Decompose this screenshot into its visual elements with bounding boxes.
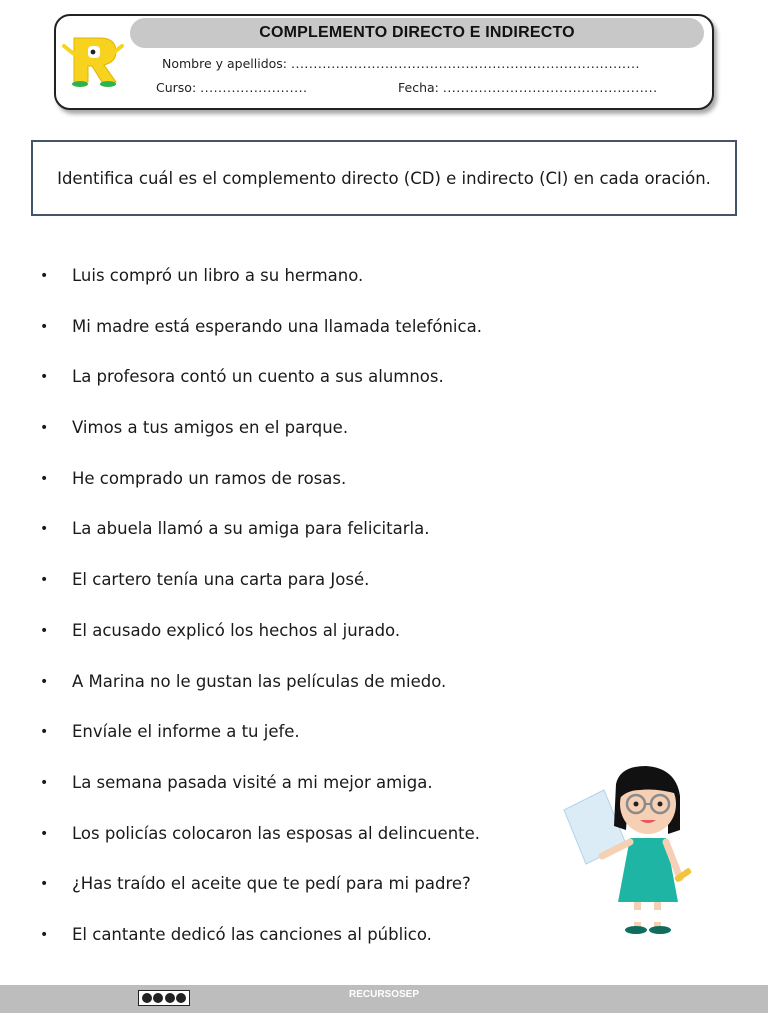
list-item — [40, 923, 482, 974]
sentence-text: El acusado explicó los hechos al jurado. — [72, 620, 401, 640]
sentence-text: Los policías colocaron las esposas al delincuente. — [72, 823, 481, 843]
bullet: • — [40, 774, 49, 791]
bullet: • — [40, 369, 49, 386]
footer-bar — [0, 985, 768, 1013]
name-field[interactable] — [162, 56, 640, 71]
sentence-text: Luis compró un libro a su hermano. — [72, 266, 364, 285]
footer-brand: RECURSOSEP — [348, 989, 419, 1000]
name-label: Nombre y apellidos: — [162, 56, 288, 71]
bullet: • — [40, 268, 49, 284]
date-field[interactable] — [398, 80, 658, 95]
bullet: • — [40, 420, 49, 437]
bullet: • — [40, 318, 49, 335]
list-item — [40, 619, 482, 670]
sentence-text: Vimos a tus amigos en el parque. — [72, 418, 349, 438]
bullet: • — [40, 926, 49, 943]
sentence-text: ¿Has traído el aceite que te pedí para mi padre? — [72, 874, 471, 894]
list-item — [40, 365, 482, 416]
sentence-text: El cartero tenía una carta para José. — [72, 570, 370, 590]
date-dots: ................................................ — [442, 80, 658, 95]
instruction-text: Identifica cuál es el complemento directo (CD) e indirecto (CI) en cada oración. — [57, 168, 711, 188]
list-item — [40, 416, 482, 467]
course-label: Curso: — [156, 80, 197, 95]
worksheet-title: COMPLEMENTO DIRECTO E INDIRECTO — [259, 24, 575, 41]
list-item — [40, 771, 482, 822]
letter-r-mascot-logo — [60, 32, 126, 88]
bullet: • — [40, 572, 49, 589]
sentence-text: La profesora contó un cuento a sus alumnos. — [72, 367, 444, 387]
bullet: • — [40, 622, 49, 639]
bullet: • — [40, 521, 49, 538]
name-dots: .............................................................................. — [291, 56, 640, 71]
bullet: • — [40, 470, 49, 487]
bullet: • — [40, 724, 49, 741]
bullet: • — [40, 876, 49, 893]
list-item — [40, 315, 482, 366]
course-dots: ........................ — [200, 80, 308, 95]
sentence-list — [40, 264, 482, 974]
worksheet-title-bar — [130, 18, 704, 48]
sentence-text: La semana pasada visité a mi mejor amiga. — [72, 772, 433, 792]
sentence-text: A Marina no le gustan las películas de miedo. — [72, 671, 447, 691]
list-item — [40, 822, 482, 873]
course-field[interactable] — [156, 80, 308, 95]
list-item — [40, 264, 482, 315]
sentence-text: Envíale el informe a tu jefe. — [72, 722, 300, 742]
sentence-text: Mi madre está esperando una llamada telefónica. — [72, 316, 482, 336]
sentence-text: La abuela llamó a su amiga para felicitarla. — [72, 519, 430, 539]
list-item — [40, 568, 482, 619]
list-item — [40, 670, 482, 721]
bullet: • — [40, 673, 49, 690]
sentence-text: He comprado un ramos de rosas. — [72, 468, 347, 488]
instruction-box — [31, 140, 737, 216]
list-item — [40, 467, 482, 518]
list-item — [40, 517, 482, 568]
date-label: Fecha: — [398, 80, 439, 95]
girl-holding-paper-illustration — [556, 760, 712, 940]
list-item — [40, 872, 482, 923]
list-item — [40, 720, 482, 771]
sentence-text: El cantante dedicó las canciones al público. — [72, 924, 432, 944]
bullet: • — [40, 825, 49, 842]
